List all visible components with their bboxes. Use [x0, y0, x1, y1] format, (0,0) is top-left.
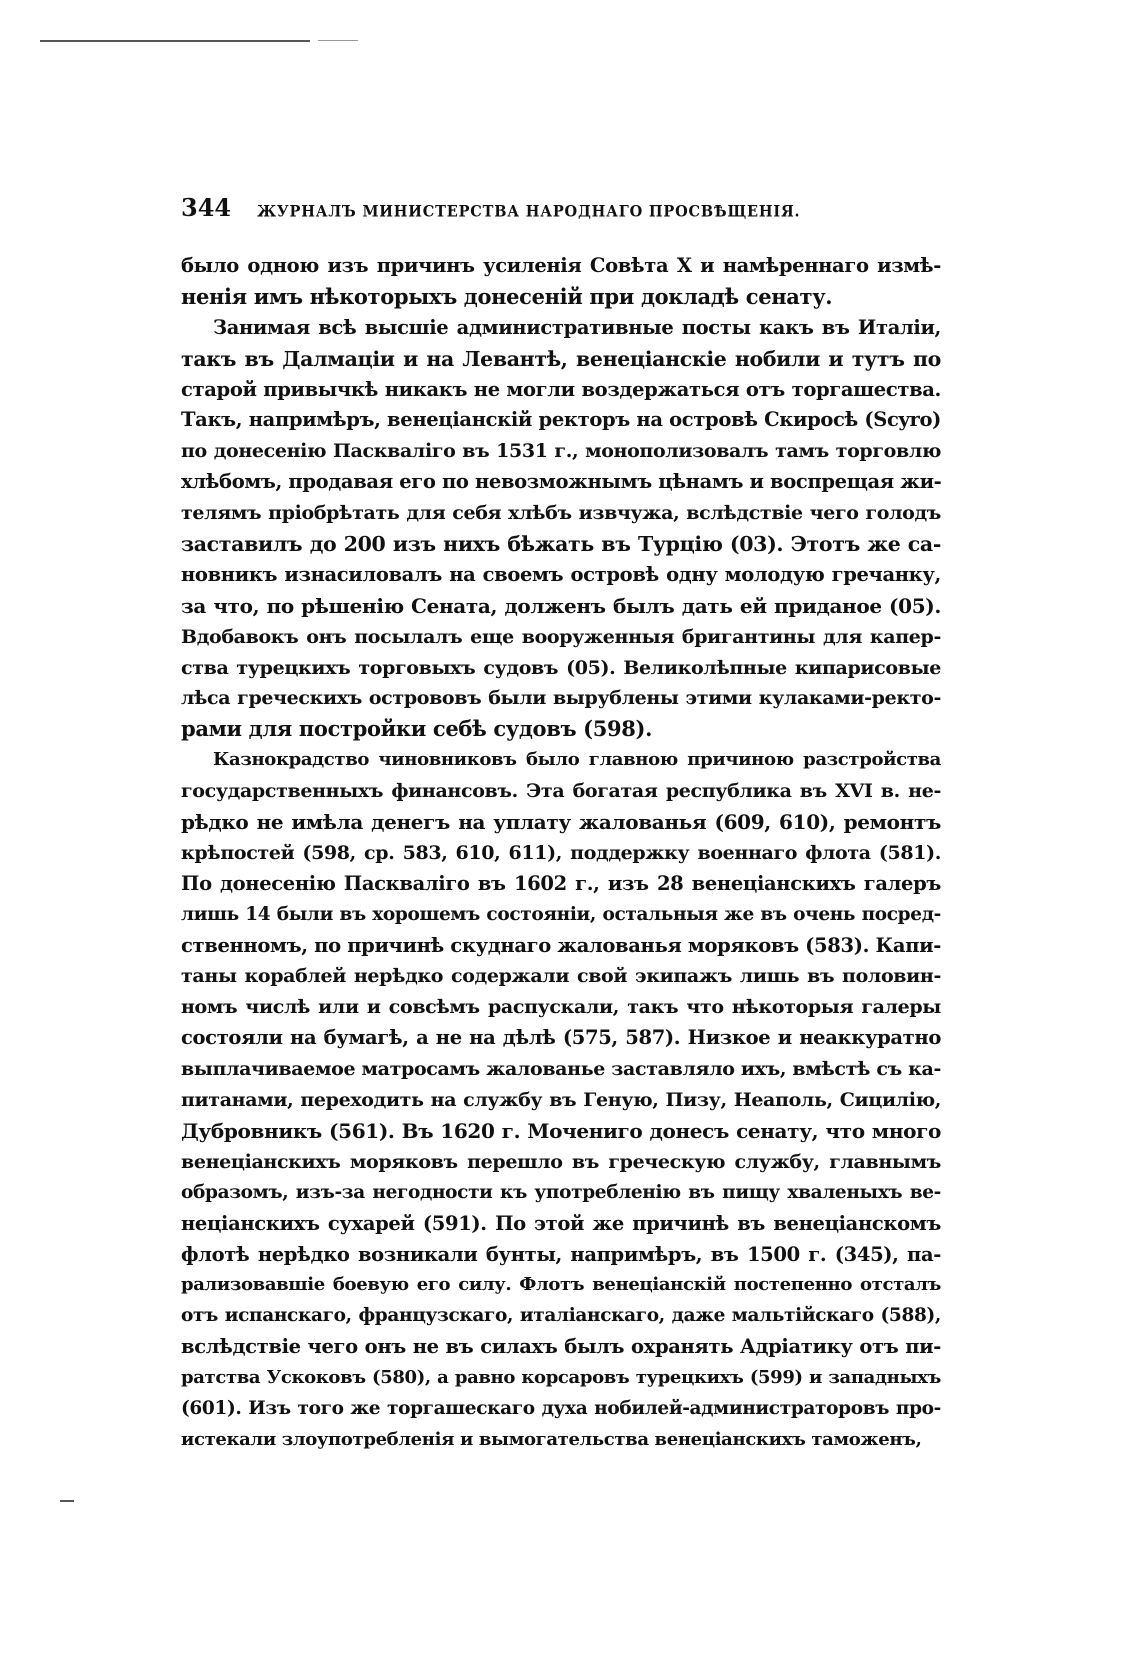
text-line: выплачиваемое матросамъ жалованье заставляло ихъ, вмѣстѣ съ ка- [181, 1058, 941, 1081]
text-line: крѣпостей (598, ср. 583, 610, 611), поддержку военнаго флота (581). [181, 841, 941, 864]
paragraph [181, 745, 941, 1455]
scan-edge-mark [60, 1500, 74, 1502]
text-line: телямъ пріобрѣтать для себя хлѣбъ извчужа, вслѣдствіе чего голодъ [181, 502, 941, 525]
text-line: старой привычкѣ никакъ не могли воздержаться отъ торгашества. [181, 377, 941, 401]
text-line: Такъ, напримѣръ, венеціанскій ректоръ на островѣ Скиросѣ (Scyro) [181, 408, 941, 432]
text-line: ственномъ, по причинѣ скуднаго жалованья моряковъ (583). Капи- [181, 933, 941, 957]
text-line: состояли на бумагѣ, а не на дѣлѣ (575, 587). Низкое и неаккуратно [181, 1026, 941, 1050]
text-line: за что, по рѣшенію Сената, долженъ былъ дать ей приданое (05). [181, 593, 941, 618]
text-line: по донесенію Паскваліго въ 1531 г., монополизовалъ тамъ торговлю [181, 440, 941, 463]
text-line: хлѣбомъ, продавая его по невозможнымъ цѣнамъ и воспрещая жи- [181, 470, 941, 494]
page [181, 193, 941, 1456]
text-line: таны кораблей нерѣдко содержали свой экипажъ лишь въ половин- [181, 965, 941, 988]
paragraph [181, 251, 941, 313]
text-line: лѣса греческихъ острововъ были вырублены этими кулаками-ректо- [181, 687, 941, 710]
text-line: ратства Ускоковъ (580), а равно корсаровъ турецкихъ (599) и западныхъ [181, 1367, 941, 1389]
text-line: новникъ изнасиловалъ на своемъ островѣ одну молодую гречанку, [181, 562, 941, 586]
text-line: было одною изъ причинъ усиленія Совѣта X и намѣреннаго измѣ- [181, 254, 941, 277]
text-line: Вдобавокъ онъ посылалъ еще вооруженныя бригантины для капер- [181, 625, 941, 648]
text-line: ненія имъ нѣкоторыхъ донесеній при докладѣ сенату. [181, 283, 833, 309]
text-line: вслѣдствіе чего онъ не въ силахъ былъ охранять Адріатику отъ пи- [181, 1335, 941, 1359]
text-line: ства турецкихъ торговыхъ судовъ (05). Великолѣпные кипарисовые [181, 656, 941, 679]
text-line: лишь 14 были въ хорошемъ состояніи, остальныя же въ очень посред- [181, 903, 941, 925]
text-line: Казнокрадство чиновниковъ было главною причиною разстройства [213, 749, 941, 771]
text-line: такъ въ Далмаціи и на Левантѣ, венеціанскіе нобили и тутъ по [181, 346, 941, 371]
body-text [181, 251, 941, 1456]
text-line: государственныхъ финансовъ. Эта богатая республика въ XVI в. не- [181, 780, 941, 803]
text-line: заставилъ до 200 изъ нихъ бѣжать въ Турцію (03). Этотъ же са- [181, 532, 941, 557]
scan-edge-mark [40, 40, 310, 42]
text-line: неціанскихъ сухарей (591). По этой же причинѣ въ венеціанскомъ [181, 1211, 941, 1235]
text-line: образомъ, изъ-за негодности къ употребленію въ пищу хваленыхъ ве- [181, 1181, 941, 1203]
text-line: Дубровникъ (561). Въ 1620 г. Мочениго донесъ сенату, что много [181, 1118, 941, 1143]
text-line: рѣдко не имѣла денегъ на уплату жалованья (609, 610), ремонтъ [181, 810, 941, 835]
text-line: венеціанскихъ моряковъ перешло въ греческую службу, главнымъ [181, 1150, 941, 1173]
text-line: (601). Изъ того же торгашескаго духа нобилей-администраторовъ про- [181, 1397, 941, 1419]
journal-title: ЖУРНАЛЪ МИНИСТЕРСТВА НАРОДНАГО ПРОСВѢЩЕНІЯ. [257, 202, 801, 221]
paragraph [181, 313, 941, 745]
text-line: питанами, переходить на службу въ Геную, Пизу, Неаполь, Сицилію, [181, 1089, 941, 1112]
text-line: рами для постройки себѣ судовъ (598). [181, 716, 653, 742]
running-head [181, 193, 941, 229]
text-line: отъ испанскаго, французскаго, италіанскаго, даже мальтійскаго (588), [181, 1305, 941, 1327]
text-line: По донесенію Паскваліго въ 1602 г., изъ 28 венеціанскихъ галеръ [181, 871, 941, 895]
text-line: номъ числѣ или и совсѣмъ распускали, такъ что нѣкоторыя галеры [181, 996, 941, 1019]
text-line: флотѣ нерѣдко возникали бунты, напримѣръ, въ 1500 г. (345), па- [181, 1242, 941, 1266]
scan-edge-mark [318, 40, 358, 41]
page-number: 344 [181, 193, 232, 222]
text-line: Занимая всѣ высшіе административные посты какъ въ Италіи, [213, 315, 941, 339]
text-line: истекали злоупотребленія и вымогательства венеціанскихъ таможенъ, [181, 1428, 922, 1450]
text-line: рализовавшіе боевую его силу. Флотъ венеціанскій постепенно отсталъ [181, 1274, 941, 1296]
